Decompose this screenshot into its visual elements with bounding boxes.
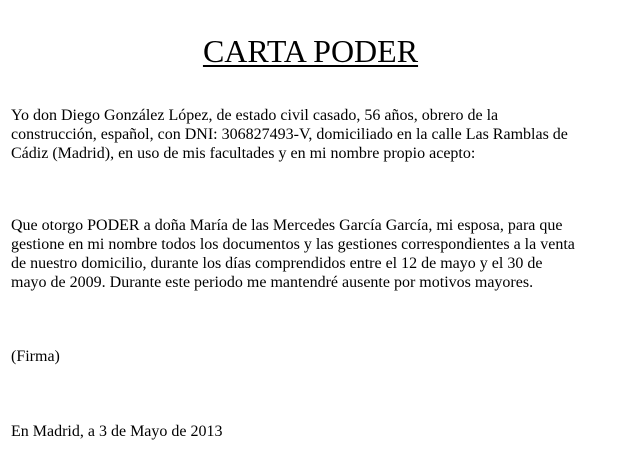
paragraph-line: Cádiz (Madrid), en uso de mis facultades y en mi nombre propio acepto:	[11, 145, 476, 162]
paragraph-line: mayo de 2009. Durante este periodo me mantendré ausente por motivos mayores.	[11, 274, 534, 291]
paragraph-line: de nuestro domicilio, durante los días comprendidos entre el 12 de mayo y el 30 de	[11, 255, 543, 272]
power-grant-paragraph	[11, 216, 575, 292]
document-title-text: CARTA PODER	[202, 33, 419, 69]
declarant-paragraph	[11, 106, 568, 163]
paragraph-line: Yo don Diego González López, de estado civil casado, 56 años, obrero de la	[11, 107, 499, 124]
paragraph-line: gestione en mi nombre todos los documentos y las gestiones correspondientes a la venta	[11, 236, 575, 253]
paragraph-line: construcción, español, con DNI: 306827493-V, domiciliado en la calle Las Ramblas de	[11, 126, 568, 143]
signature-line: (Firma)	[11, 348, 60, 365]
paragraph-line: Que otorgo PODER a doña María de las Mercedes García García, mi esposa, para que	[11, 217, 563, 234]
place-and-date: En Madrid, a 3 de Mayo de 2013	[11, 423, 223, 440]
document-title	[0, 31, 621, 71]
